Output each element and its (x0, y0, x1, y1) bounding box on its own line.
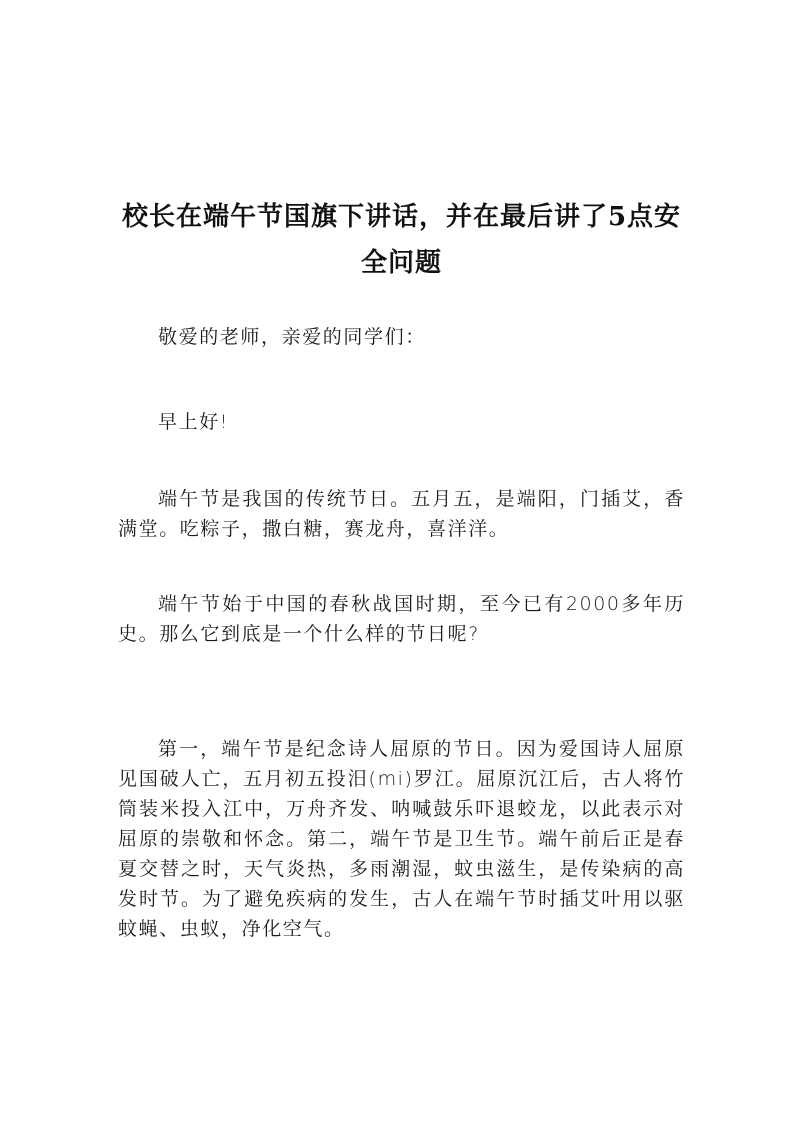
document-title: 校长在端午节国旗下讲话，并在最后讲了5点安全问题 (121, 202, 682, 278)
salutation-paragraph: 敬爱的老师，亲爱的同学们： (158, 326, 426, 348)
body-paragraph: 端午节是我国的传统节日。五月五，是端阳，门插艾，香满堂。吃粽子，撒白糖，赛龙舟，喜洋洋。 (118, 488, 685, 540)
body-paragraph: 端午节始于中国的春秋战国时期，至今已有2000多年历史。那么它到底是一个什么样的节日呢? (118, 593, 685, 645)
body-paragraph: 第一，端午节是纪念诗人屈原的节日。因为爱国诗人屈原见国破人亡，五月初五投汨(mi)罗江。屈原沉江后，古人将竹筒装米投入江中，万舟齐发、呐喊鼓乐吓退蛟龙，以此表示对屈原的崇敬和怀念。第二，端午节是卫生节。端午前后正是春夏交替之时，天气炎热，多雨潮湿，蚊虫滋生，是传染病的高发时节。为了避免疾病的发生，古人在端午节时插艾叶用以驱蚊蝇、虫蚁，净化空气。 (118, 738, 685, 940)
greeting-paragraph: 早上好! (158, 411, 230, 433)
